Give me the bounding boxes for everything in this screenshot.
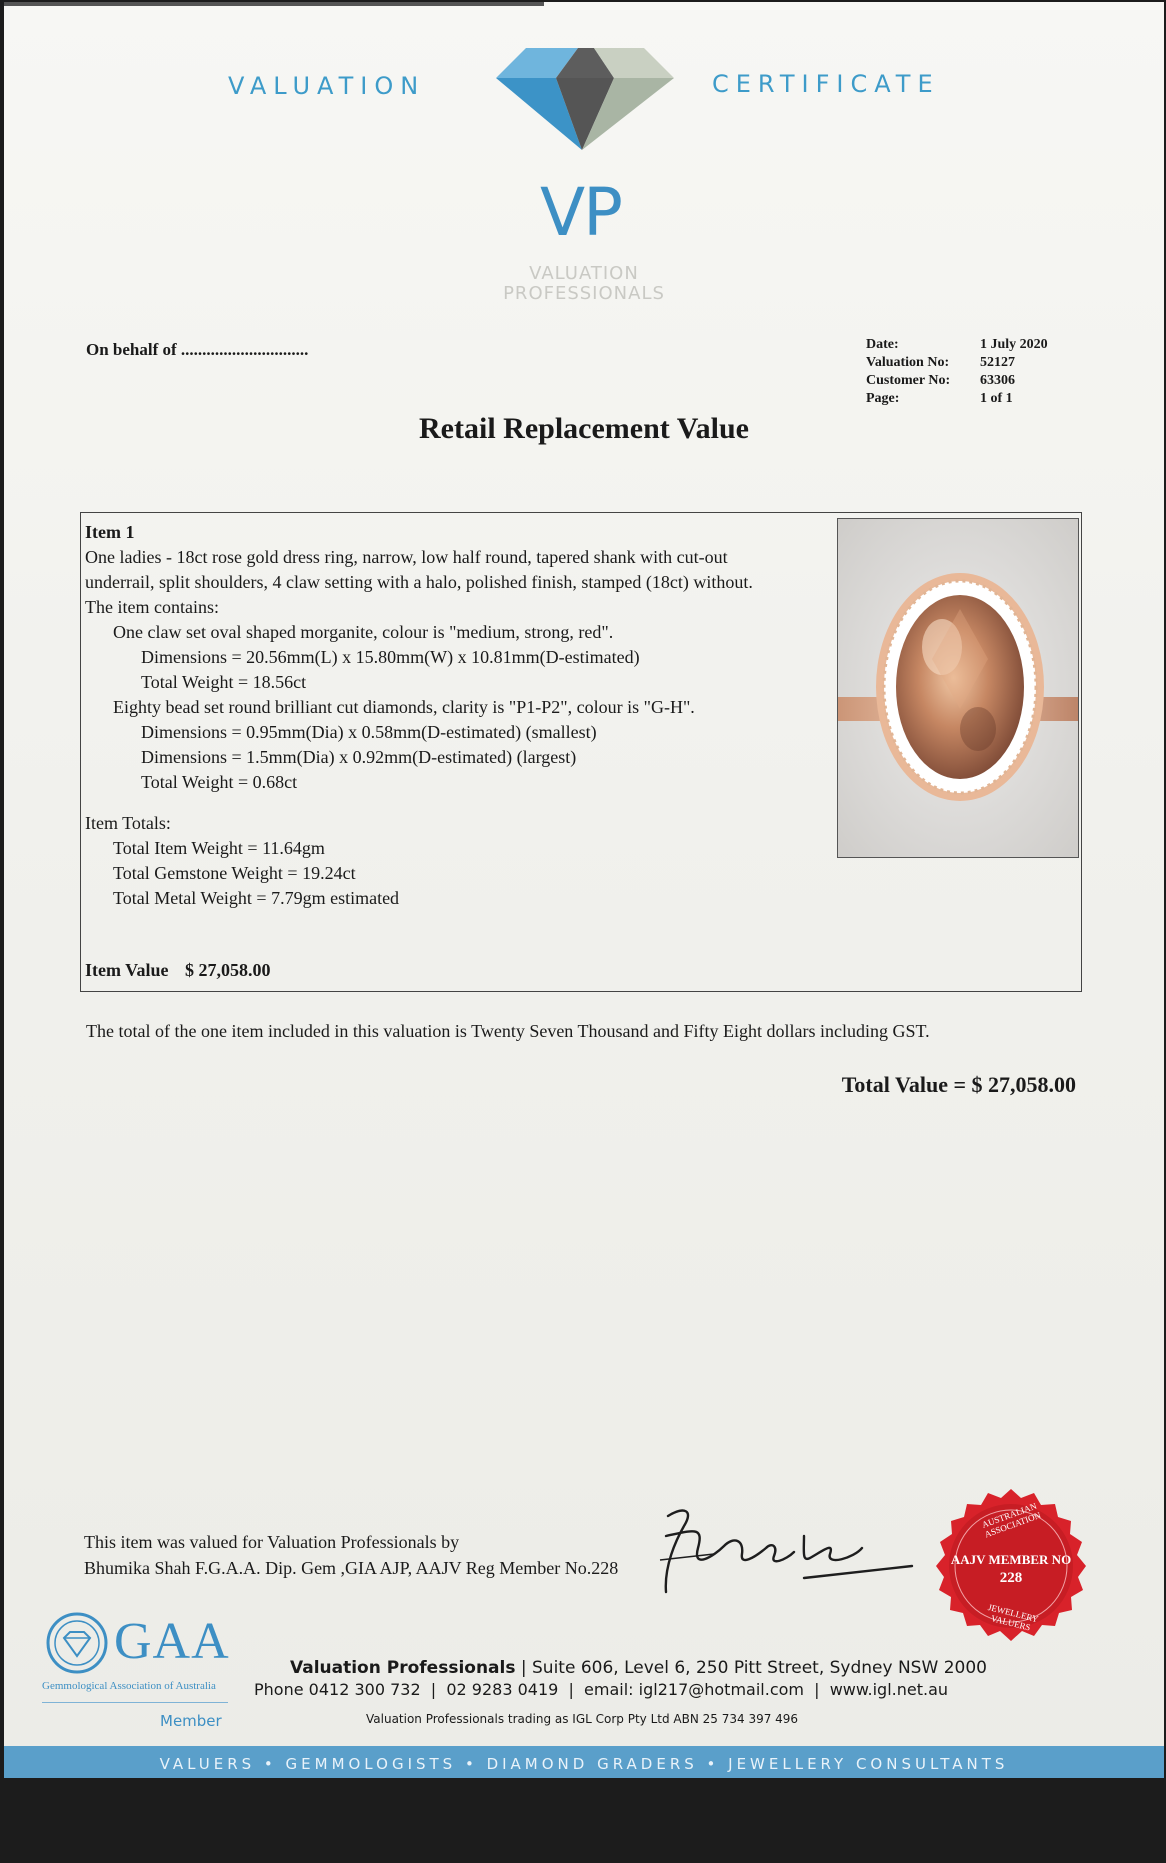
diamond-logo-icon [482, 44, 688, 154]
valuation-meta [866, 336, 1048, 408]
contact-line2: Phone 0412 300 732 | 02 9283 0419 | email: igl217@hotmail.com | www.igl.net.au [254, 1680, 949, 1699]
gaa-letters: GAA [114, 1613, 230, 1670]
stone2-desc: Eighty bead set round brilliant cut diamonds, clarity is "P1-P2", colour is "G-H". [113, 697, 695, 717]
logo-subtitle-line1: VALUATION [529, 263, 639, 284]
document-title: Retail Replacement Value [419, 412, 749, 445]
on-behalf-line: On behalf of .............................. [86, 340, 309, 359]
ring-photo [837, 518, 1079, 858]
summary-text: The total of the one item included in this valuation is Twenty Seven Thousand and Fifty Eight dollars including GST. [86, 1021, 930, 1041]
item-desc-line1: One ladies - 18ct rose gold dress ring, narrow, low half round, tapered shank with cut-out [85, 547, 728, 567]
total-gemstone-weight: Total Gemstone Weight = 19.24ct [113, 863, 356, 883]
page-label: Page: [866, 391, 900, 406]
gaa-divider [42, 1702, 228, 1703]
stone2-dimensions-smallest: Dimensions = 0.95mm(Dia) x 0.58mm(D-estimated) (smallest) [141, 722, 597, 742]
page-value: 1 of 1 [980, 391, 1013, 406]
gaa-emblem-icon [46, 1612, 108, 1674]
seal-member-no: 228 [999, 1570, 1023, 1586]
top-shadow [4, 2, 544, 6]
valuer-line2: Bhumika Shah F.G.A.A. Dip. Gem ,GIA AJP, AAJV Reg Member No.228 [84, 1558, 619, 1578]
date-label: Date: [866, 337, 899, 352]
certificate-page [4, 2, 1164, 1778]
customer-no-value: 63306 [980, 373, 1015, 388]
total-item-weight: Total Item Weight = 11.64gm [113, 838, 325, 858]
gaa-full-name: Gemmological Association of Australia [42, 1680, 216, 1692]
item-contains: The item contains: [85, 597, 219, 617]
stone1-dimensions: Dimensions = 20.56mm(L) x 15.80mm(W) x 10.81mm(D-estimated) [141, 647, 640, 667]
header-right-word: CERTIFICATE [712, 70, 940, 98]
item-desc-line2: underrail, split shoulders, 4 claw setting with a halo, polished finish, stamped (18ct) without. [85, 572, 753, 592]
seal-arc-top: AUSTRALIAN ASSOCIATION [980, 1500, 1043, 1540]
item-value-amount: $ 27,058.00 [185, 960, 271, 980]
gaa-member: Member [160, 1712, 222, 1730]
item-value-label: Item Value [85, 960, 169, 980]
item-details [85, 520, 753, 911]
header-left-word: VALUATION [228, 72, 426, 100]
logo-vp-letters: VP [540, 174, 621, 251]
contact-line1 [290, 1658, 987, 1678]
stone1-weight: Total Weight = 18.56ct [141, 672, 307, 692]
customer-no-label: Customer No: [866, 373, 951, 388]
footer-band: VALUERS • GEMMOLOGISTS • DIAMOND GRADERS • JEWELLERY CONSULTANTS [4, 1746, 1164, 1778]
aajv-seal [928, 1486, 1094, 1652]
total-value: Total Value = $ 27,058.00 [841, 1072, 1076, 1097]
contact-line3: Valuation Professionals trading as IGL Corp Pty Ltd ABN 25 734 397 496 [366, 1712, 799, 1726]
valuation-no-label: Valuation No: [866, 355, 950, 370]
contact-address: | Suite 606, Level 6, 250 Pitt Street, Sydney NSW 2000 [515, 1658, 987, 1678]
item-heading: Item 1 [85, 522, 135, 542]
contact-company: Valuation Professionals [290, 1658, 516, 1678]
stone2-weight: Total Weight = 0.68ct [141, 772, 298, 792]
logo-subtitle [484, 264, 684, 304]
seal-member-text: AAJV MEMBER NO [950, 1552, 1072, 1567]
stone2-dimensions-largest: Dimensions = 1.5mm(Dia) x 0.92mm(D-estimated) (largest) [141, 747, 577, 767]
item-totals-heading: Item Totals: [85, 813, 171, 833]
valuer-line1: This item was valued for Valuation Professionals by [84, 1532, 460, 1552]
total-metal-weight: Total Metal Weight = 7.79gm estimated [113, 888, 400, 908]
logo-subtitle-line2: PROFESSIONALS [503, 283, 665, 304]
seal-arc-bottom: JEWELLERY VALUERS [987, 1602, 1040, 1633]
date-value: 1 July 2020 [980, 337, 1048, 352]
stone1-desc: One claw set oval shaped morganite, colour is "medium, strong, red". [113, 622, 614, 642]
signature-icon [654, 1496, 914, 1616]
ring-image-icon [838, 519, 1078, 857]
item-value [85, 958, 271, 983]
valuation-no-value: 52127 [980, 355, 1015, 370]
